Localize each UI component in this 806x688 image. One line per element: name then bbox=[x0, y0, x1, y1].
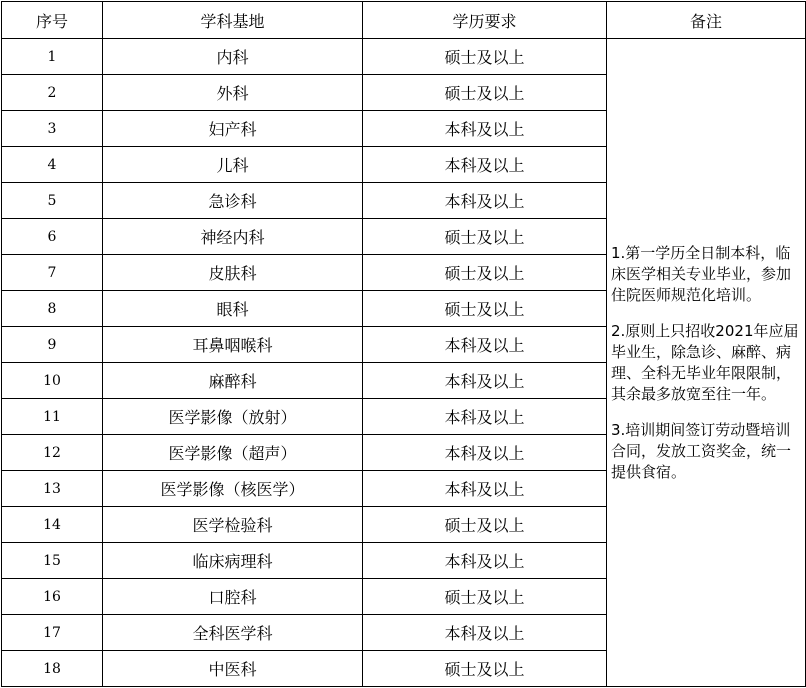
row-education: 本科及以上 bbox=[363, 615, 607, 651]
row-education: 硕士及以上 bbox=[363, 291, 607, 327]
note-paragraph: 2.原则上只招收2021年应届毕业生，除急诊、麻醉、病理、全科无毕业年限限制，其余最多放宽至往一年。 bbox=[611, 321, 799, 403]
row-subject: 医学影像（放射） bbox=[103, 399, 363, 435]
header-education: 学历要求 bbox=[363, 2, 607, 39]
row-number: 15 bbox=[2, 543, 103, 579]
header-notes: 备注 bbox=[607, 2, 806, 39]
row-subject: 急诊科 bbox=[103, 183, 363, 219]
row-education: 本科及以上 bbox=[363, 435, 607, 471]
row-number: 5 bbox=[2, 183, 103, 219]
row-subject: 神经内科 bbox=[103, 219, 363, 255]
row-number: 2 bbox=[2, 75, 103, 111]
row-subject: 中医科 bbox=[103, 651, 363, 687]
header-row bbox=[2, 2, 806, 39]
row-number: 16 bbox=[2, 579, 103, 615]
note-paragraph: 3.培训期间签订劳动暨培训合同，发放工资奖金，统一提供食宿。 bbox=[611, 420, 792, 481]
row-number: 1 bbox=[2, 39, 103, 75]
row-subject: 妇产科 bbox=[103, 111, 363, 147]
row-number: 8 bbox=[2, 291, 103, 327]
row-number: 4 bbox=[2, 147, 103, 183]
row-number: 11 bbox=[2, 399, 103, 435]
row-education: 硕士及以上 bbox=[363, 507, 607, 543]
row-education: 本科及以上 bbox=[363, 471, 607, 507]
row-number: 18 bbox=[2, 651, 103, 687]
row-education: 硕士及以上 bbox=[363, 579, 607, 615]
row-education: 硕士及以上 bbox=[363, 651, 607, 687]
row-number: 3 bbox=[2, 111, 103, 147]
row-education: 本科及以上 bbox=[363, 327, 607, 363]
row-education: 硕士及以上 bbox=[363, 39, 607, 75]
table-row bbox=[2, 39, 806, 75]
row-subject: 皮肤科 bbox=[103, 255, 363, 291]
row-education: 本科及以上 bbox=[363, 147, 607, 183]
row-subject: 医学影像（核医学） bbox=[103, 471, 363, 507]
row-number: 7 bbox=[2, 255, 103, 291]
requirements-table bbox=[1, 1, 806, 687]
row-number: 14 bbox=[2, 507, 103, 543]
row-education: 硕士及以上 bbox=[363, 75, 607, 111]
row-subject: 外科 bbox=[103, 75, 363, 111]
row-subject: 儿科 bbox=[103, 147, 363, 183]
row-subject: 医学影像（超声） bbox=[103, 435, 363, 471]
row-number: 6 bbox=[2, 219, 103, 255]
row-education: 本科及以上 bbox=[363, 183, 607, 219]
header-no: 序号 bbox=[2, 2, 103, 39]
row-education: 本科及以上 bbox=[363, 111, 607, 147]
row-subject: 内科 bbox=[103, 39, 363, 75]
row-education: 本科及以上 bbox=[363, 399, 607, 435]
row-subject: 口腔科 bbox=[103, 579, 363, 615]
note-paragraph: 1.第一学历全日制本科，临床医学相关专业毕业，参加住院医师规范化培训。 bbox=[611, 243, 792, 304]
row-subject: 麻醉科 bbox=[103, 363, 363, 399]
row-number: 17 bbox=[2, 615, 103, 651]
row-education: 本科及以上 bbox=[363, 543, 607, 579]
row-education: 硕士及以上 bbox=[363, 219, 607, 255]
row-number: 10 bbox=[2, 363, 103, 399]
row-number: 9 bbox=[2, 327, 103, 363]
row-number: 12 bbox=[2, 435, 103, 471]
row-subject: 临床病理科 bbox=[103, 543, 363, 579]
row-subject: 全科医学科 bbox=[103, 615, 363, 651]
row-subject: 耳鼻咽喉科 bbox=[103, 327, 363, 363]
notes-cell bbox=[607, 39, 806, 687]
row-subject: 医学检验科 bbox=[103, 507, 363, 543]
row-education: 本科及以上 bbox=[363, 363, 607, 399]
row-education: 硕士及以上 bbox=[363, 255, 607, 291]
row-subject: 眼科 bbox=[103, 291, 363, 327]
header-subject: 学科基地 bbox=[103, 2, 363, 39]
row-number: 13 bbox=[2, 471, 103, 507]
table-body bbox=[2, 39, 806, 687]
